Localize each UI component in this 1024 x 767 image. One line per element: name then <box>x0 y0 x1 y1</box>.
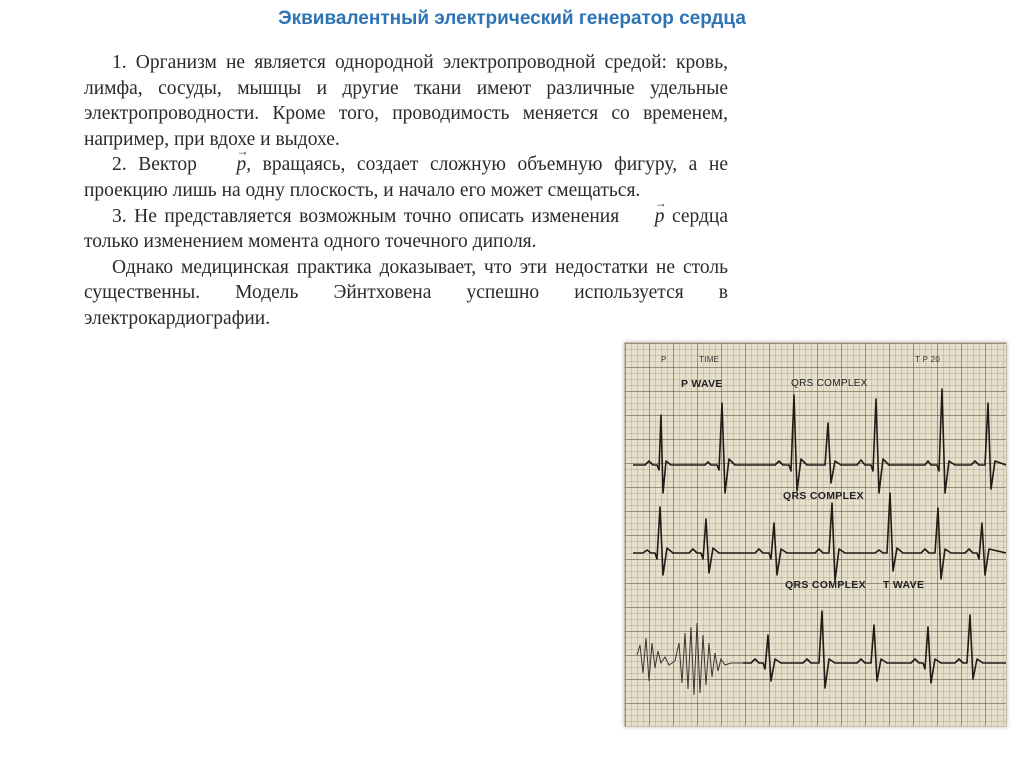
ecg-top-label-left: P <box>661 355 667 364</box>
ecg-time-label: TIME <box>699 355 720 364</box>
t-wave-label: T WAVE <box>883 579 925 591</box>
vector-p-symbol: → p <box>208 152 246 178</box>
qrs-complex-label-2: QRS COMPLEX <box>783 490 864 502</box>
ecg-top-label-right: T P 20 <box>915 355 941 364</box>
paragraph-3-end: сердца только изменением момента одного точечного диполя. <box>84 205 729 253</box>
qrs-complex-label-3: QRS COMPLEX <box>785 579 866 591</box>
ecg-trace-2 <box>633 493 1006 581</box>
ecg-image <box>624 342 1007 727</box>
vector-p-symbol: → p <box>627 204 665 230</box>
ecg-trace-1 <box>633 389 1006 493</box>
paragraph-3-start: 3. Не представляется возможным точно описать изменения <box>112 205 627 227</box>
body-text <box>84 50 728 332</box>
paragraph-4: Однако медицинская практика доказывает, что эти недостатки не столь существенны. Модель Эйнтховена успешно используется в электрокардиографии. <box>84 256 728 329</box>
p-wave-label: P WAVE <box>681 378 723 390</box>
paragraph-2-end: , вращаясь, создает сложную объемную фигуру, а не проекцию лишь на одну плоскость, и начало его может смещаться. <box>84 154 728 201</box>
paragraph-2-start: 2. Вектор <box>112 154 209 176</box>
ecg-trace-3 <box>743 611 1006 688</box>
qrs-complex-label-1: QRS COMPLEX <box>791 378 868 389</box>
ecg-noise-trace <box>637 623 743 695</box>
paragraph-1: 1. Организм не является однородной электропроводной средой: кровь, лимфа, сосуды, мышцы и другие ткани имеют различные удельные электропроводности. Кроме того, проводимость меняется со временем, например, при вдохе и выдохе. <box>84 52 728 150</box>
slide-title: Эквивалентный электрический генератор сердца <box>278 8 746 29</box>
paragraph-3 <box>84 204 728 255</box>
ecg-traces <box>625 343 1006 726</box>
